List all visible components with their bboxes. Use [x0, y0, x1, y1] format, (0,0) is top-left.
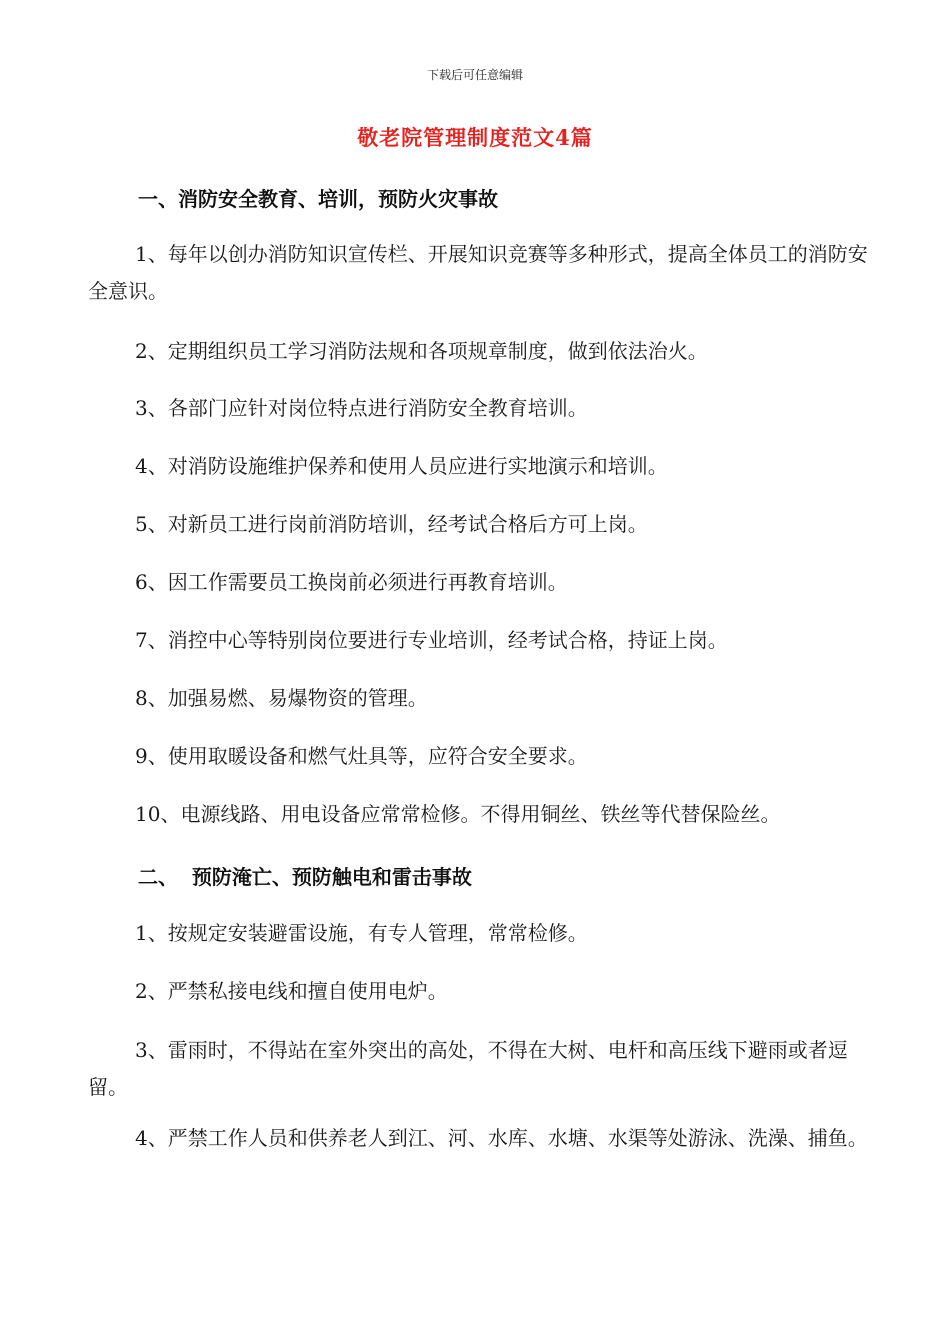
- document-title: 敬老院管理制度范文4篇: [357, 125, 593, 150]
- paragraph: 10、电源线路、用电设备应常常检修。不得用铜丝、铁丝等代替保险丝。: [135, 802, 781, 826]
- paragraph: 2、定期组织员工学习消防法规和各项规章制度，做到依法治火。: [135, 339, 708, 363]
- paragraph: 3、各部门应针对岗位特点进行消防安全教育培训。: [135, 396, 588, 420]
- paragraph: 6、因工作需要员工换岗前必须进行再教育培训。: [135, 570, 568, 594]
- paragraph: 4、严禁工作人员和供养老人到江、河、水库、水塘、水渠等处游泳、洗澡、捕鱼。: [135, 1126, 868, 1150]
- paragraph: 9、使用取暖设备和燃气灶具等，应符合安全要求。: [135, 744, 588, 768]
- paragraph: 4、对消防设施维护保养和使用人员应进行实地演示和培训。: [135, 454, 668, 478]
- paragraph: 8、加强易燃、易爆物资的管理。: [135, 686, 428, 710]
- section-heading: 二、 预防淹亡、预防触电和雷击事故: [138, 865, 472, 889]
- paragraph: 3、雷雨时，不得站在室外突出的高处，不得在大树、电杆和高压线下避雨或者逗留。: [88, 1038, 848, 1099]
- paragraph: 2、严禁私接电线和擅自使用电炉。: [135, 979, 448, 1003]
- paragraph: 1、每年以创办消防知识宣传栏、开展知识竞赛等多种形式，提高全体员工的消防安全意识。: [88, 242, 868, 303]
- page-header-note: 下载后可任意编辑: [426, 68, 523, 82]
- paragraph: 1、按规定安装避雷设施，有专人管理，常常检修。: [135, 921, 588, 945]
- paragraph: 7、消控中心等特别岗位要进行专业培训，经考试合格，持证上岗。: [135, 628, 728, 652]
- paragraph: 5、对新员工进行岗前消防培训，经考试合格后方可上岗。: [135, 512, 648, 536]
- section-heading: 一、消防安全教育、培训，预防火灾事故: [138, 187, 498, 211]
